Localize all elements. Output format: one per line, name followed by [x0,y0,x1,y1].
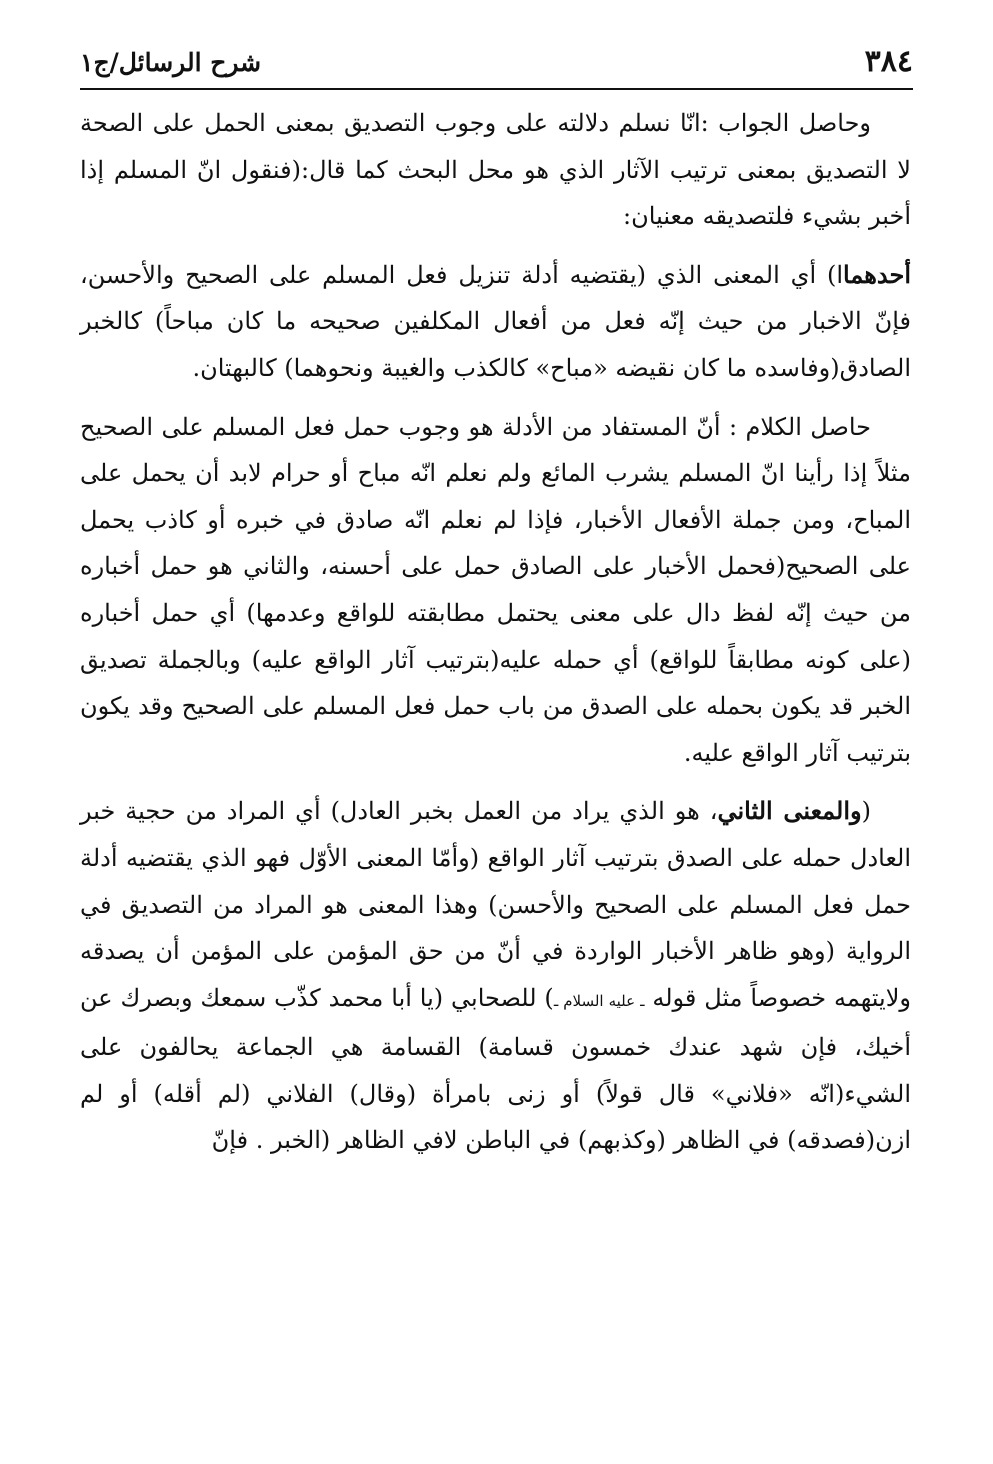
paragraph-3 [80,404,911,777]
page-header [80,38,913,88]
page-body [80,100,911,1176]
paragraph-2 [80,252,911,392]
paragraph-1 [80,100,911,240]
paragraph-4 [80,788,911,1164]
paragraph-4-lead: والمعنى الثاني [717,796,862,826]
paragraph-4-honorific: ـ عليه السلام ـ [553,991,645,1010]
paragraph-3-text: حاصل الكلام : أنّ المستفاد من الأدلة هو وجوب حمل فعل المسلم على الصحيح مثلاً إذا رأينا انّ المسلم يشرب المائع ولم نعلم انّه مباح أو حرام لابد أن يحمل على المباح، ومن جملة الأفعال الأخبار، فإذا لم نعلم انّه صادق في خبره أو كاذب يحمل على الصحيح(فحمل الأخبار على الصادق حمل على أحسنه، والثاني هو حمل أخباره من حيث إنّه لفظ دال على معنى يحتمل مطابقته للواقع وعدمها) أي حمل أخباره (على كونه مطابقاً للواقع) أي حمله عليه(بترتيب آثار الواقع عليه) وبالجملة تصديق الخبر قد يكون بحمله على الصدق من باب حمل فعل المسلم على الصحيح وقد يكون بترتيب آثار الواقع عليه. [80,412,911,767]
paragraph-2-text: ا) أي المعنى الذي (يقتضيه أدلة تنزيل فعل المسلم على الصحيح والأحسن، فإنّ الاخبار من حيث إنّه فعل من أفعال المكلفين صحيحه ما كان مباحاً) كالخبر الصادق(وفاسده ما كان نقيضه «مباح» كالكذب والغيبة ونحوهما) كالبهتان. [80,260,911,382]
header-divider [80,88,913,90]
paragraph-4-text: ، هو الذي يراد من العمل بخبر العادل) أي المراد من حجية خبر العادل حمله على الصدق بترتيب آثار الواقع (وأمّا المعنى الأوّل فهو الذي يقتضيه أدلة حمل فعل المسلم على الصحيح والأحسن) وهذا المعنى هو المراد من التصديق في الرواية (وهو ظاهر الأخبار الواردة في أنّ من حق المؤمن على المؤمن أن يصدقه ولايتهمه خصوصاً مثل قوله [80,797,912,1012]
paragraph-4-open: ( [861,797,871,826]
paragraph-4-tail: ) للصحابي (يا أبا محمد كذّب سمعك وبصرك عن أخيك، فإن شهد عندك خمسون قسامة) القسامة هي الجماعة يحالفون على الشيء(انّه «فلاني» قال قولاً) أو زنى بامرأة (وقال) الفلاني (لم أقله) أو لم ازن(فصدقه) في الظاهر (وكذبهم) في الباطن لافي الظاهر (الخبر . فإنّ [80,983,912,1155]
page-number: ٣٨٤ [864,44,913,79]
paragraph-2-lead: أحدهما [843,259,911,289]
paragraph-1-text: وحاصل الجواب :انّا نسلم دلالته على وجوب التصديق بمعنى الحمل على الصحة لا التصديق بمعنى ترتيب الآثار الذي هو محل البحث كما قال:(فنقول انّ المسلم إذا أخبر بشيء فلتصديقه معنيان: [80,109,911,231]
running-title: شرح الرسائل/ج١ [80,48,262,77]
